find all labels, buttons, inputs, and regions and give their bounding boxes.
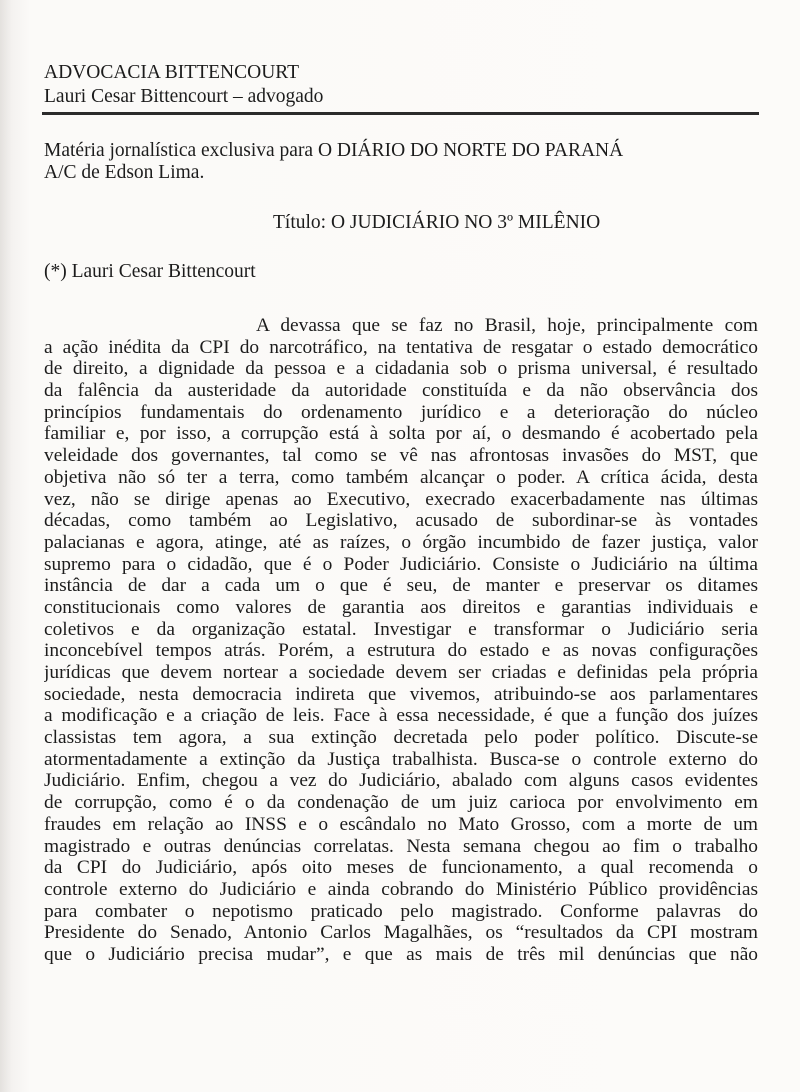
body-line: fraudes em relação ao INSS e o escândalo no Mato Grosso, com a morte de um — [44, 813, 758, 835]
publication-note: Matéria jornalística exclusiva para O DIÁRIO DO NORTE DO PARANÁ — [44, 140, 624, 161]
firm-name: ADVOCACIA BITTENCOURT — [44, 62, 300, 83]
body-line: A devassa que se faz no Brasil, hoje, principalmente com — [256, 315, 758, 336]
body-line: para combater o nepotismo praticado pelo magistrado. Conforme palavras do — [44, 900, 758, 922]
body-line: inconcebível tempos atrás. Porém, a estrutura do estado e as novas configurações — [44, 640, 758, 662]
attention-line: A/C de Edson Lima. — [44, 162, 205, 183]
body-line: princípios fundamentais do ordenamento jurídico e a deterioração do núcleo — [44, 401, 758, 423]
author-byline: (*) Lauri Cesar Bittencourt — [44, 261, 256, 282]
body-line: a ação inédita da CPI do narcotráfico, na tentativa de resgatar o estado democrático — [44, 336, 758, 358]
body-line: familiar e, por isso, a corrupção está à solta por aí, o desmando é acobertado pela — [44, 423, 758, 445]
body-line: constitucionais como valores de garantia aos direitos e garantias individuais e — [44, 596, 758, 618]
lawyer-name: Lauri Cesar Bittencourt – advogado — [44, 86, 324, 107]
body-line: décadas, como também ao Legislativo, acusado de subordinar-se às vontades — [44, 510, 758, 532]
body-line: instância de dar a cada um o que é seu, de manter e preservar os ditames — [44, 575, 758, 597]
body-line: magistrado e outras denúncias correlatas. Nesta semana chegou ao fim o trabalho — [44, 835, 758, 857]
body-line: atormentadamente a extinção da Justiça trabalhista. Busca-se o controle externo do — [44, 748, 758, 770]
body-line: Presidente do Senado, Antonio Carlos Magalhães, os “resultados da CPI mostram — [44, 922, 758, 944]
article-title: Título: O JUDICIÁRIO NO 3º MILÊNIO — [273, 212, 601, 233]
body-line: jurídicas que devem nortear a sociedade devem ser criadas e definidas pela própria — [44, 662, 758, 683]
body-line: Judiciário. Enfim, chegou a vez do Judiciário, abalado com alguns casos evidentes — [44, 770, 758, 792]
body-line: da CPI do Judiciário, após oito meses de funcionamento, a qual recomenda o — [44, 857, 758, 879]
body-line: objetiva não só ter a terra, como também alcançar o poder. A crítica ácida, desta — [44, 466, 758, 488]
body-line: de direito, a dignidade da pessoa e a cidadania sob o prisma universal, é resultado — [44, 358, 758, 380]
body-line: controle externo do Judiciário e ainda cobrando do Ministério Público providências — [44, 878, 758, 900]
body-line: coletivos e da organização estatal. Investigar e transformar o Judiciário seria — [44, 618, 758, 640]
body-line: supremo para o cidadão, que é o Poder Judiciário. Consiste o Judiciário na última — [44, 553, 758, 575]
body-line: vez, não se dirige apenas ao Executivo, execrado exacerbadamente nas últimas — [44, 488, 758, 510]
body-line: que o Judiciário precisa mudar”, e que as mais de três mil denúncias que não — [44, 943, 758, 965]
body-line: a modificação e a criação de leis. Face à essa necessidade, é que a função dos juízes — [44, 705, 758, 727]
body-line: palacianas e agora, atinge, até as raízes, o órgão incumbido de fazer justiça, valor — [44, 531, 758, 553]
body-line: sociedade, nesta democracia indireta que vivemos, atribuindo-se aos parlamentares — [44, 683, 758, 705]
body-line: veleidade dos governantes, tal como se vê nas afrontosas invasões do MST, que — [44, 445, 758, 467]
body-line: da falência da austeridade da autoridade constituída e da não observância dos — [44, 380, 758, 402]
body-line: de corrupção, como é o da condenação de um juiz carioca por envolvimento em — [44, 792, 758, 814]
header-rule — [42, 112, 759, 115]
article-body — [44, 315, 758, 966]
body-line: classistas tem agora, a sua extinção decretada pelo poder político. Discute-se — [44, 727, 758, 749]
